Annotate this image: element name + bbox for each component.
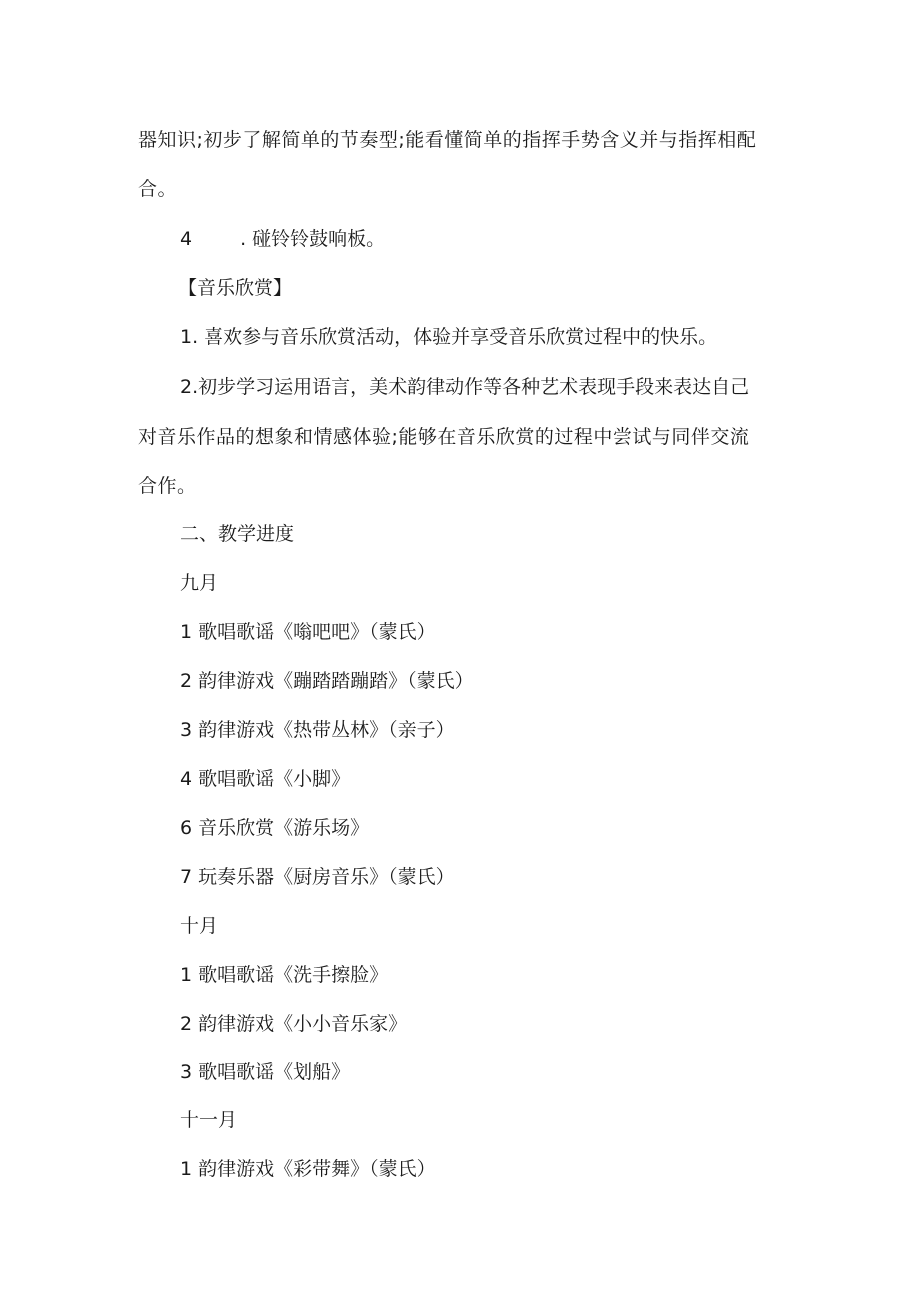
- paragraph-line: 对音乐作品的想象和情感体验;能够在音乐欣赏的过程中尝试与同伴交流: [138, 426, 750, 448]
- schedule-item: 3 韵律游戏《热带丛林》（亲子）: [180, 719, 455, 741]
- schedule-item: 3 歌唱歌谣《划船》: [180, 1061, 351, 1083]
- schedule-item: 4 歌唱歌谣《小脚》: [180, 768, 351, 790]
- month-heading: 十月: [180, 915, 219, 937]
- section-heading: 二、教学进度: [180, 523, 295, 545]
- schedule-item: 6 音乐欣赏《游乐场》: [180, 817, 370, 839]
- list-item-4: [180, 227, 385, 251]
- list-item-text: . 碰铃铃鼓响板。: [240, 228, 386, 250]
- schedule-item: 2 韵律游戏《蹦踏踏蹦踏》（蒙氏）: [180, 670, 474, 692]
- schedule-item: 1 歌唱歌谣《嗡吧吧》（蒙氏）: [180, 621, 436, 643]
- month-heading: 十一月: [180, 1109, 238, 1131]
- schedule-item: 7 玩奏乐器《厨房音乐》（蒙氏）: [180, 866, 455, 888]
- schedule-item: 1 歌唱歌谣《洗手擦脸》: [180, 964, 389, 986]
- paragraph-line: 2.初步学习运用语言，美术韵律动作等各种艺术表现手段来表达自己: [180, 376, 750, 398]
- paragraph-line: 合作。: [138, 475, 197, 497]
- paragraph-line: 器知识;初步了解简单的节奏型;能看懂简单的指挥手势含义并与指挥相配: [138, 129, 757, 151]
- schedule-item: 2 韵律游戏《小小音乐家》: [180, 1013, 408, 1035]
- list-item-number: 4: [180, 228, 193, 250]
- month-heading: 九月: [180, 572, 219, 594]
- paragraph-line: 合。: [138, 178, 178, 200]
- schedule-item: 1 韵律游戏《彩带舞》（蒙氏）: [180, 1158, 436, 1180]
- list-item: 1. 喜欢参与音乐欣赏活动，体验并享受音乐欣赏过程中的快乐。: [180, 326, 718, 348]
- section-heading: 【音乐欣赏】: [178, 277, 293, 299]
